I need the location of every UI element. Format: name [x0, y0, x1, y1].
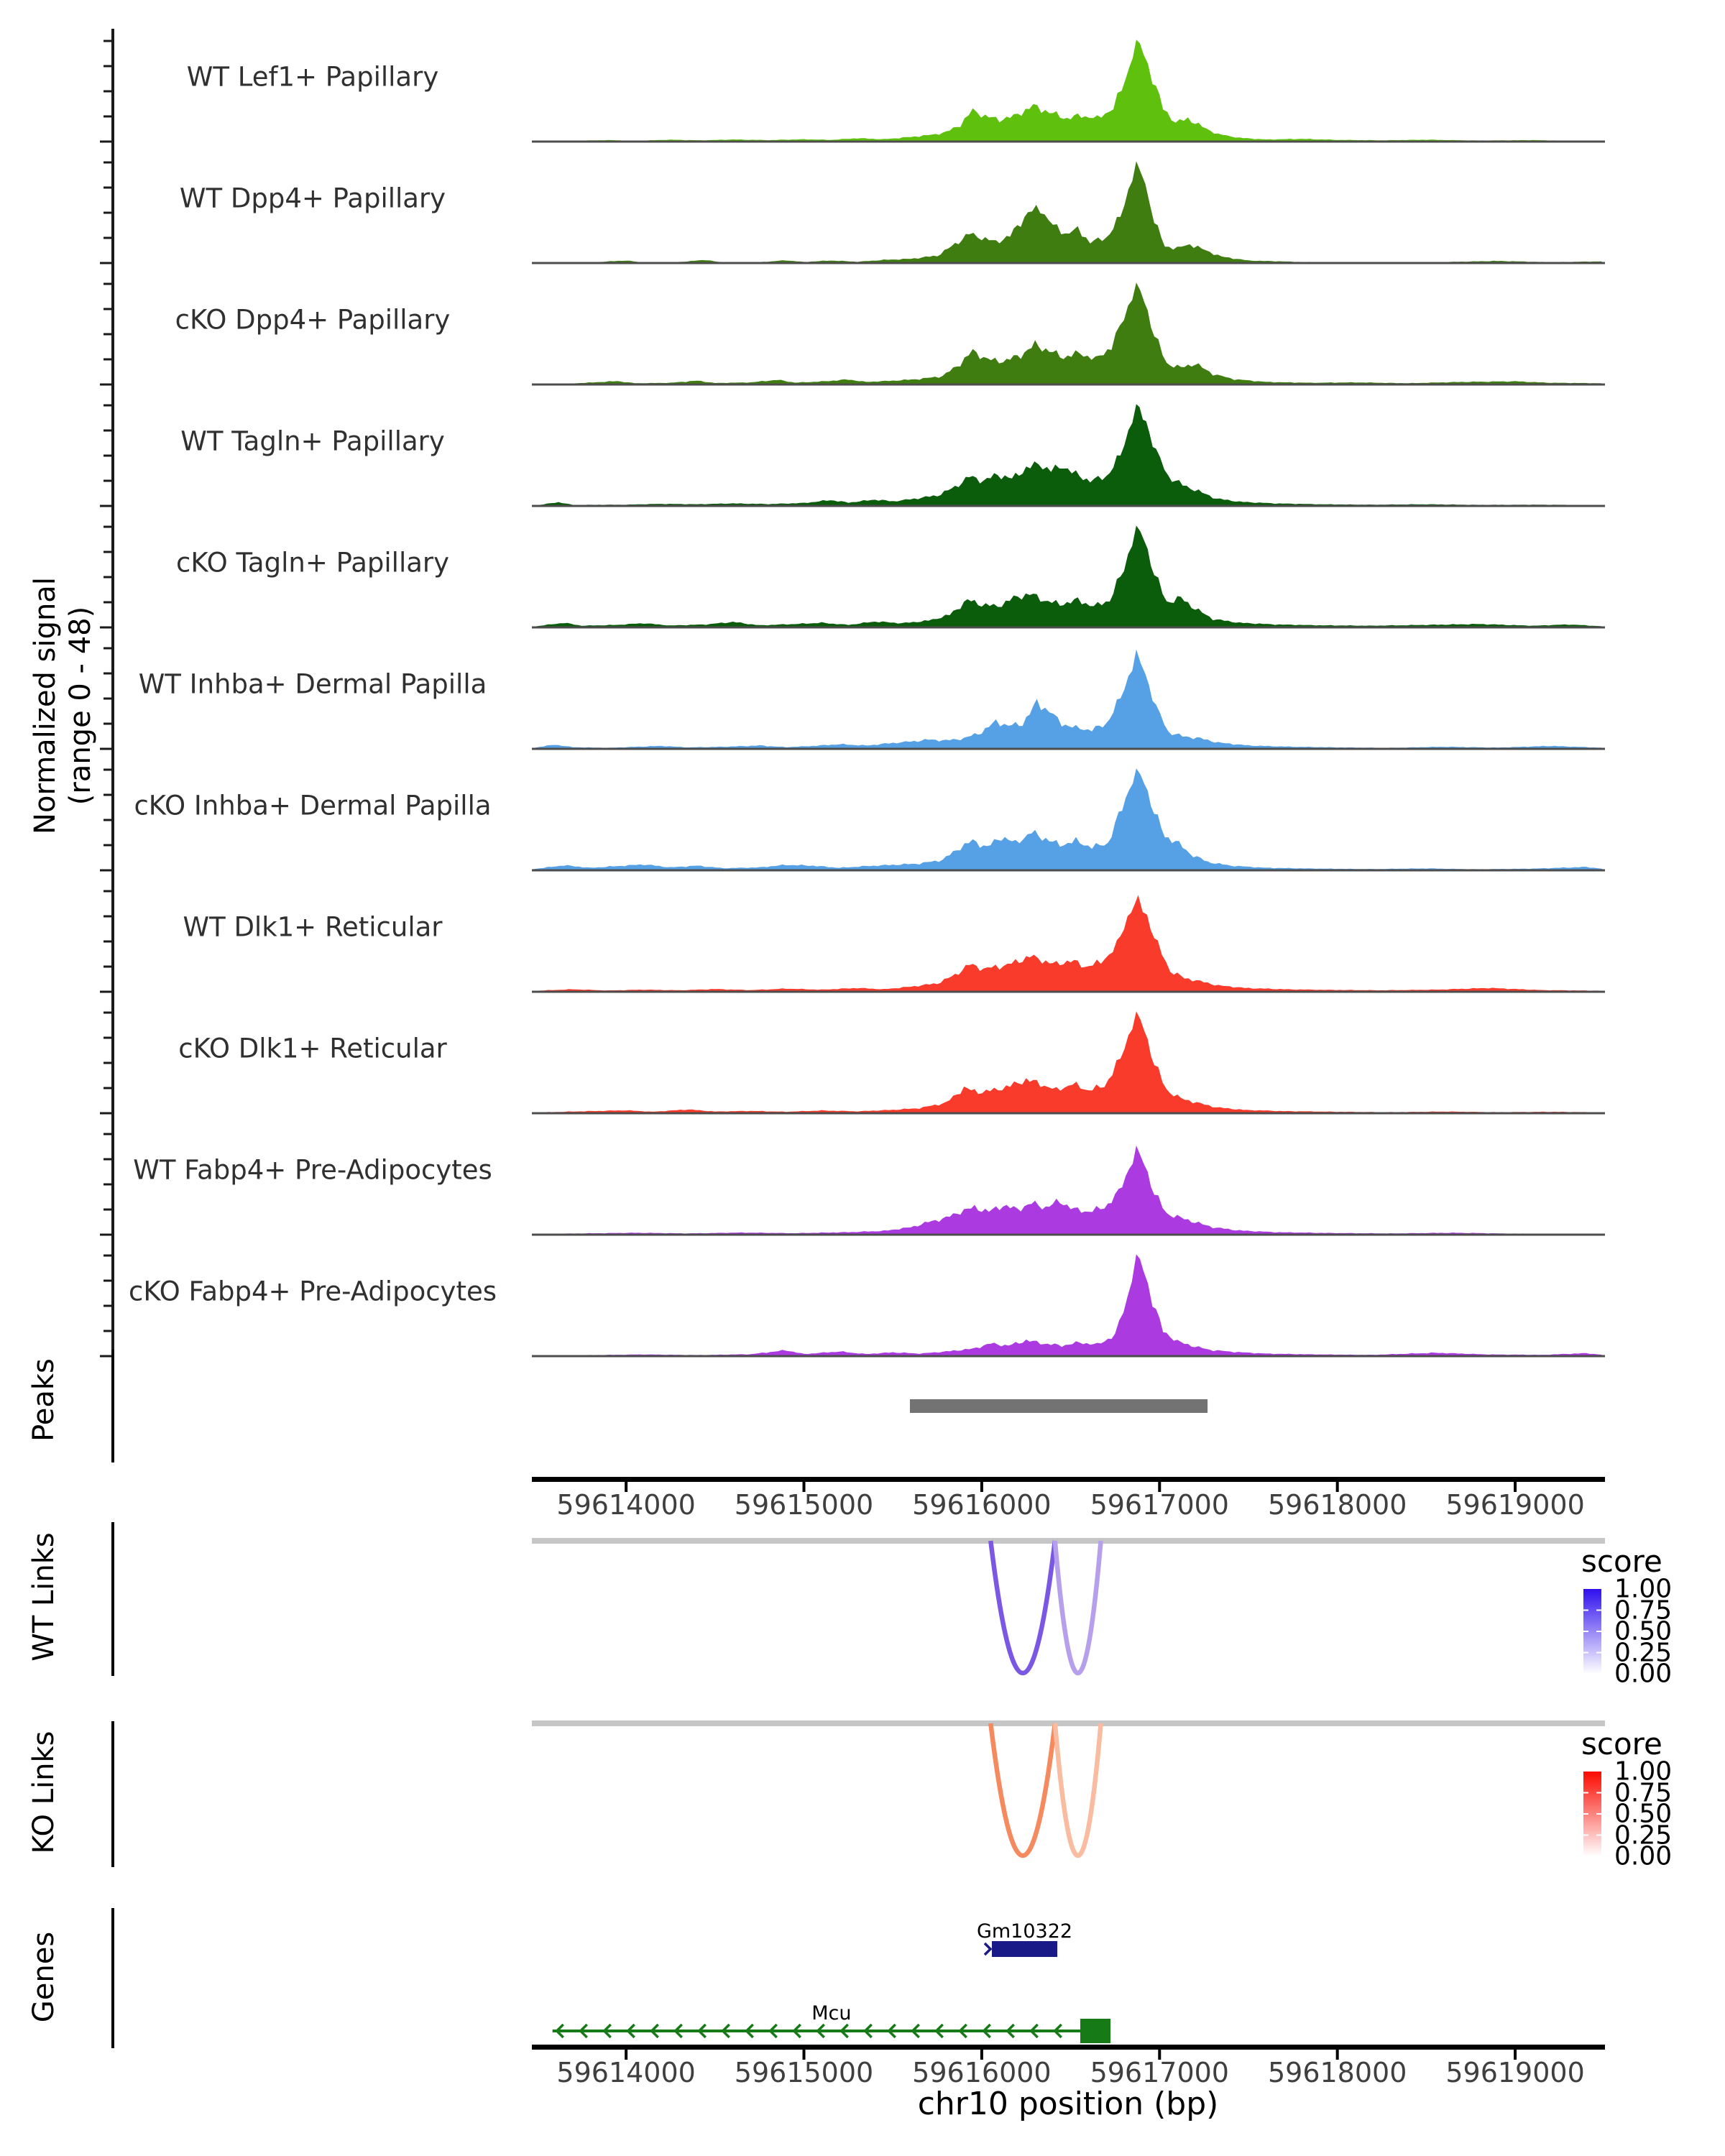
- y-axis-tick: [104, 40, 111, 42]
- y-axis-tick: [100, 870, 111, 872]
- track-baseline: [532, 627, 1605, 629]
- signal-area: [532, 768, 1605, 870]
- signal-area: [532, 1011, 1605, 1113]
- y-axis-tick: [100, 1112, 111, 1115]
- track-baseline: [532, 141, 1605, 143]
- track-baseline: [532, 991, 1605, 993]
- x-tick-label: 59615000: [734, 1489, 874, 1521]
- genome-axis: [532, 1477, 1605, 1482]
- y-axis-tick: [104, 1209, 111, 1211]
- x-axis-title: chr10 position (bp): [917, 2086, 1219, 2122]
- track-baseline: [532, 1234, 1605, 1236]
- y-axis-tick: [104, 1330, 111, 1332]
- y-axis-tick: [104, 1133, 111, 1135]
- wt-legend-bar-tick: [1583, 1652, 1588, 1654]
- track-label: cKO Dlk1+ Reticular: [178, 1033, 447, 1064]
- track-baseline: [532, 384, 1605, 386]
- genome-axis: [532, 2045, 1605, 2050]
- y-axis-tick: [104, 65, 111, 68]
- track-label: WT Inhba+ Dermal Papilla: [138, 668, 487, 700]
- gene-exon: [1080, 2019, 1110, 2043]
- track-label: WT Tagln+ Papillary: [180, 425, 445, 457]
- ko-links-score-legend-title: score: [1581, 1726, 1662, 1761]
- y-axis-tick: [104, 1037, 111, 1039]
- wt-links-spine: [111, 1522, 114, 1676]
- ko-legend-bar-tick: [1596, 1835, 1601, 1836]
- y-axis-tick: [104, 162, 111, 164]
- track-label: WT Lef1+ Papillary: [186, 61, 439, 93]
- gene-strand-arrow: [985, 1943, 990, 1955]
- y-axis-tick: [104, 794, 111, 796]
- wt-link-arc: [990, 1541, 1055, 1673]
- y-axis-tick: [104, 1280, 111, 1282]
- gene-label: Mcu: [811, 2002, 852, 2024]
- y-axis-tick: [104, 455, 111, 457]
- genes-spine: [111, 1908, 114, 2048]
- ko-legend-bar-tick: [1596, 1813, 1601, 1815]
- y-axis-tick: [104, 308, 111, 310]
- y-axis-tick: [100, 991, 111, 993]
- y-axis-tick: [104, 602, 111, 604]
- track-label: cKO Tagln+ Papillary: [175, 547, 450, 579]
- wt-legend-label: 0.75: [1614, 1595, 1673, 1625]
- signal-area: [532, 1146, 1605, 1235]
- wt-legend-label: 0.50: [1614, 1616, 1673, 1646]
- x-tick-label: 59614000: [556, 1489, 696, 1521]
- x-tick-label: 59617000: [1090, 2057, 1229, 2088]
- y-axis-tick: [104, 1255, 111, 1257]
- y-axis-tick: [104, 723, 111, 725]
- signal-area: [532, 895, 1605, 992]
- x-tick-label: 59616000: [912, 2057, 1052, 2088]
- y-axis-spine: [111, 29, 114, 1362]
- y-axis-tick: [100, 748, 111, 750]
- y-axis-tick: [104, 283, 111, 285]
- ko-legend-bar-tick: [1583, 1813, 1588, 1815]
- wt-legend-label: 0.00: [1614, 1659, 1673, 1689]
- y-axis-tick: [104, 359, 111, 361]
- peak-bar: [910, 1399, 1208, 1413]
- y-axis-tick: [100, 1234, 111, 1236]
- y-axis-tick: [104, 819, 111, 821]
- track-baseline: [532, 505, 1605, 507]
- wt-legend-bar-tick: [1596, 1610, 1601, 1611]
- wt-legend-bar-tick: [1596, 1652, 1601, 1654]
- gene-label: Gm10322: [976, 1920, 1073, 1943]
- ko-link-arc: [1055, 1723, 1101, 1856]
- gene-body: [992, 1941, 1057, 1957]
- ko-links-baseline: [532, 1720, 1605, 1726]
- wt-legend-label: 1.00: [1614, 1574, 1673, 1604]
- wt-links-score-legend-title: score: [1581, 1544, 1662, 1579]
- y-axis-tick: [104, 673, 111, 675]
- ko-legend-label: 1.00: [1614, 1756, 1673, 1787]
- ko-legend-bar-tick: [1596, 1792, 1601, 1794]
- y-axis-tick: [104, 1062, 111, 1064]
- ko-legend-label: 0.00: [1614, 1841, 1673, 1871]
- track-label: WT Fabp4+ Pre-Adipocytes: [133, 1154, 492, 1186]
- wt-legend-bar-tick: [1596, 1631, 1601, 1632]
- y-axis-tick: [104, 430, 111, 432]
- ko-legend-label: 0.25: [1614, 1820, 1673, 1850]
- y-axis-tick: [100, 627, 111, 629]
- signal-area: [532, 404, 1605, 506]
- x-tick-label: 59618000: [1267, 2057, 1407, 2088]
- section-label-wt-links: WT Links: [27, 1532, 60, 1662]
- track-label: cKO Inhba+ Dermal Papilla: [134, 790, 492, 821]
- ko-legend-bar-tick: [1583, 1835, 1588, 1836]
- y-axis-tick: [104, 405, 111, 407]
- y-axis-label: [27, 418, 99, 993]
- y-axis-tick: [100, 384, 111, 386]
- wt-legend-bar-tick: [1583, 1631, 1588, 1632]
- y-axis-tick: [100, 141, 111, 143]
- track-label: cKO Dpp4+ Papillary: [175, 304, 451, 336]
- y-axis-tick: [104, 1087, 111, 1089]
- track-baseline: [532, 262, 1605, 264]
- x-tick-label: 59619000: [1445, 1489, 1585, 1521]
- track-baseline: [532, 748, 1605, 750]
- y-axis-tick: [104, 769, 111, 771]
- ko-links-spine: [111, 1721, 114, 1867]
- track-label: WT Dlk1+ Reticular: [183, 911, 443, 943]
- signal-area: [532, 1254, 1605, 1356]
- track-label: cKO Fabp4+ Pre-Adipocytes: [128, 1276, 497, 1307]
- x-tick-label: 59618000: [1267, 1489, 1407, 1521]
- signal-area: [532, 525, 1605, 627]
- track-label: WT Dpp4+ Papillary: [179, 183, 446, 214]
- y-axis-tick: [100, 1355, 111, 1358]
- y-axis-tick: [104, 941, 111, 943]
- y-axis-tick: [104, 116, 111, 118]
- signal-area: [532, 161, 1605, 263]
- y-axis-tick: [104, 698, 111, 700]
- y-axis-tick: [104, 91, 111, 93]
- y-axis-tick: [104, 551, 111, 553]
- wt-legend-bar-tick: [1583, 1610, 1588, 1611]
- signal-area: [532, 40, 1605, 142]
- x-tick-label: 59617000: [1090, 1489, 1229, 1521]
- section-label-ko-links: KO Links: [27, 1731, 60, 1854]
- y-axis-tick: [104, 916, 111, 918]
- signal-area: [532, 282, 1605, 384]
- x-tick-label: 59614000: [556, 2057, 696, 2088]
- y-axis-tick: [104, 212, 111, 214]
- ko-legend-label: 0.50: [1614, 1799, 1673, 1829]
- track-baseline: [532, 870, 1605, 872]
- track-baseline: [532, 1112, 1605, 1115]
- y-axis-tick: [104, 966, 111, 968]
- y-axis-tick: [104, 1012, 111, 1014]
- y-axis-tick: [104, 526, 111, 528]
- y-axis-tick: [104, 333, 111, 336]
- section-label-peaks: Peaks: [27, 1358, 60, 1442]
- y-axis-tick: [104, 1184, 111, 1186]
- track-baseline: [532, 1355, 1605, 1358]
- wt-links-baseline: [532, 1538, 1605, 1544]
- y-axis-tick: [104, 187, 111, 189]
- wt-link-arc: [1055, 1541, 1101, 1673]
- y-axis-tick: [104, 844, 111, 847]
- y-axis-label-line1: Normalized signal: [29, 577, 63, 834]
- y-axis-tick: [100, 505, 111, 507]
- y-axis-tick: [104, 1158, 111, 1161]
- wt-legend-label: 0.25: [1614, 1638, 1673, 1667]
- ko-legend-bar-tick: [1583, 1792, 1588, 1794]
- y-axis-tick: [100, 262, 111, 264]
- x-tick-label: 59615000: [734, 2057, 874, 2088]
- y-axis-tick: [104, 480, 111, 482]
- y-axis-tick: [104, 1305, 111, 1307]
- ko-legend-label: 0.75: [1614, 1778, 1673, 1807]
- x-tick-label: 59616000: [912, 1489, 1052, 1521]
- signal-area: [532, 650, 1605, 750]
- x-tick-label: 59619000: [1445, 2057, 1585, 2088]
- y-axis-tick: [104, 648, 111, 650]
- ko-link-arc: [990, 1723, 1055, 1856]
- y-axis-tick: [104, 890, 111, 893]
- y-axis-tick: [104, 237, 111, 239]
- peaks-spine: [111, 1350, 114, 1462]
- y-axis-tick: [104, 576, 111, 579]
- section-label-genes: Genes: [27, 1931, 60, 2023]
- y-axis-label-line2: (range 0 - 48): [64, 606, 97, 806]
